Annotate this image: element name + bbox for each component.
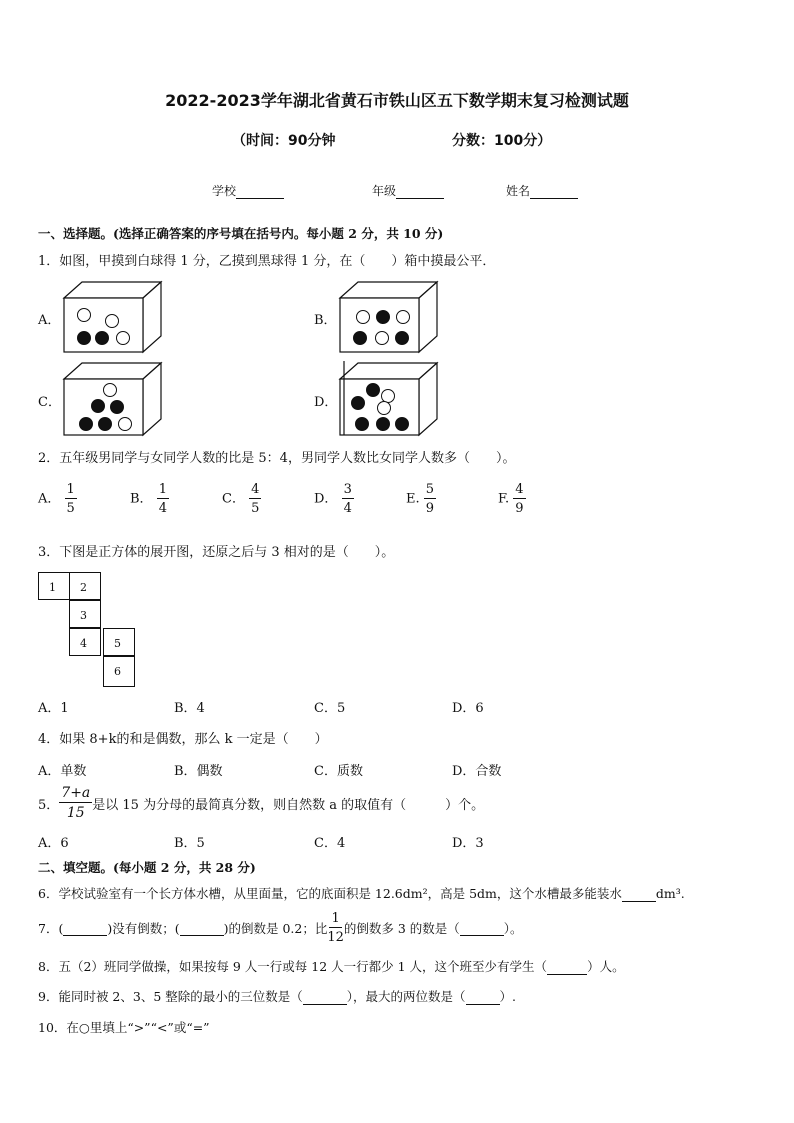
q2-option-d[interactable]: D． $\frac{3}{4}$ [314,482,352,516]
question-5: 5． $\frac{7+a}{15}$ 是以 15 为分母的最简真分数，则自然数 a 的取值有（ ）个。 [38,785,485,821]
fraction: $\frac{1}{12}$ [327,911,344,945]
q3-option-a[interactable]: A．1 [38,701,69,716]
fraction: $\frac{4}{5}$ [251,482,260,516]
answer-blank[interactable] [622,886,656,902]
section-1-heading: 一、选择题。(选择正确答案的序号填在括号内。每小题 2 分，共 10 分) [38,226,444,241]
section-2-heading: 二、填空题。(每小题 2 分，共 28 分) [38,860,256,875]
question-7: 7．( )没有倒数；( )的倒数是 0.2；比 $\frac{1}{12}$ 的倒数多 3 的数是（ ）。 [38,911,523,945]
black-ball [377,311,390,324]
q4-option-b[interactable]: B．偶数 [174,764,223,779]
q1-box-c[interactable] [62,361,164,437]
net-cell: 1 [38,572,70,600]
q5-option-b[interactable]: B．5 [174,836,205,851]
grade-blank[interactable] [396,184,444,199]
black-ball [99,418,112,431]
question-1: 1．如图，甲摸到白球得 1 分，乙摸到黑球得 1 分，在（ ）箱中摸最公平． [38,254,496,269]
name-blank[interactable] [530,184,578,199]
q3-option-d[interactable]: D．6 [452,701,484,716]
fraction: $\frac{1}{5}$ [66,482,75,516]
net-cell: 3 [69,600,101,628]
q1-option-b-label: B． [314,313,337,328]
black-ball [396,332,409,345]
fraction: $\frac{3}{4}$ [343,482,352,516]
black-ball [92,400,105,413]
black-ball [356,418,369,431]
question-8: 8．五（2）班同学做操，如果按每 9 人一行或每 12 人一行都少 1 人，这个班至少有学生（ ）人。 [38,959,625,974]
name-field: 姓名 [506,182,578,199]
black-ball [354,332,367,345]
q5-option-a[interactable]: A．6 [38,836,69,851]
q4-option-d[interactable]: D．合数 [452,764,502,779]
answer-blank[interactable] [63,920,107,936]
question-3: 3．下图是正方体的展开图，还原之后与 3 相对的是（ ）。 [38,545,395,560]
q3-option-b[interactable]: B．4 [174,701,205,716]
q1-option-d-label: D． [314,395,338,410]
white-ball [119,418,132,431]
white-ball [378,402,391,415]
q1-box-d[interactable] [338,361,440,437]
white-ball [78,309,91,322]
q1-box-a[interactable] [62,280,164,354]
q2-option-b[interactable]: B． $\frac{1}{4}$ [130,482,167,516]
cube-net [38,572,138,688]
exam-score: 分数：100分） [452,133,552,149]
fraction: $\frac{1}{4}$ [158,482,167,516]
question-9: 9．能同时被 2、3、5 整除的最小的三位数是（ ），最大的两位数是（ ）. [38,989,517,1004]
q4-option-a[interactable]: A．单数 [38,764,87,779]
answer-blank[interactable] [466,989,500,1005]
q5-option-d[interactable]: D．3 [452,836,484,851]
net-cell: 5 [103,628,135,656]
school-field: 学校 [212,182,284,199]
school-blank[interactable] [236,184,284,199]
answer-blank[interactable] [303,989,347,1005]
white-ball [397,311,410,324]
net-cell: 2 [69,572,101,600]
fraction: $\frac{5}{9}$ [425,482,435,516]
q1-option-a-label: A． [38,313,61,328]
black-ball [396,418,409,431]
q5-option-c[interactable]: C．4 [314,836,346,851]
black-ball [377,418,390,431]
q1-option-c-label: C． [38,395,61,410]
grade-field: 年级 [372,182,444,199]
q2-option-f[interactable]: F. $\frac{4}{9}$ [498,482,524,516]
question-10: 10．在○里填上“>”“<”或“=” [38,1020,210,1035]
q1-box-b[interactable] [338,280,440,354]
white-ball [376,332,389,345]
white-ball [104,384,117,397]
q4-option-c[interactable]: C．质数 [314,764,363,779]
question-4: 4．如果 8+k的和是偶数，那么 k 一定是（ ） [38,732,328,747]
q2-option-c[interactable]: C． $\frac{4}{5}$ [222,482,260,516]
black-ball [352,397,365,410]
exam-time: （时间：90分钟 [232,133,336,149]
q3-option-c[interactable]: C．5 [314,701,346,716]
black-ball [367,384,380,397]
net-cell: 6 [103,656,135,687]
white-ball [117,332,130,345]
net-cell: 4 [69,628,101,656]
q2-option-e[interactable]: E. $\frac{5}{9}$ [406,482,435,516]
black-ball [111,401,124,414]
white-ball [357,311,370,324]
q2-option-a[interactable]: A． $\frac{1}{5}$ [38,482,75,516]
question-2: 2．五年级男同学与女同学人数的比是 5：4，男同学人数比女同学人数多（ ）。 [38,451,516,466]
answer-blank[interactable] [547,959,587,975]
fraction: $\frac{4}{9}$ [515,482,524,516]
white-ball [106,315,119,328]
answer-blank[interactable] [460,920,504,936]
fraction: $\frac{7+a}{15}$ [61,785,91,821]
page-title: 2022-2023学年湖北省黄石市铁山区五下数学期末复习检测试题 [165,91,629,110]
answer-blank[interactable] [180,920,224,936]
black-ball [96,332,109,345]
question-6: 6．学校试验室有一个长方体水槽，从里面量，它的底面积是 12.6dm²，高是 5dm，这个水槽最多能装水 dm³. [38,886,685,901]
black-ball [80,418,93,431]
white-ball [382,390,395,403]
black-ball [78,332,91,345]
